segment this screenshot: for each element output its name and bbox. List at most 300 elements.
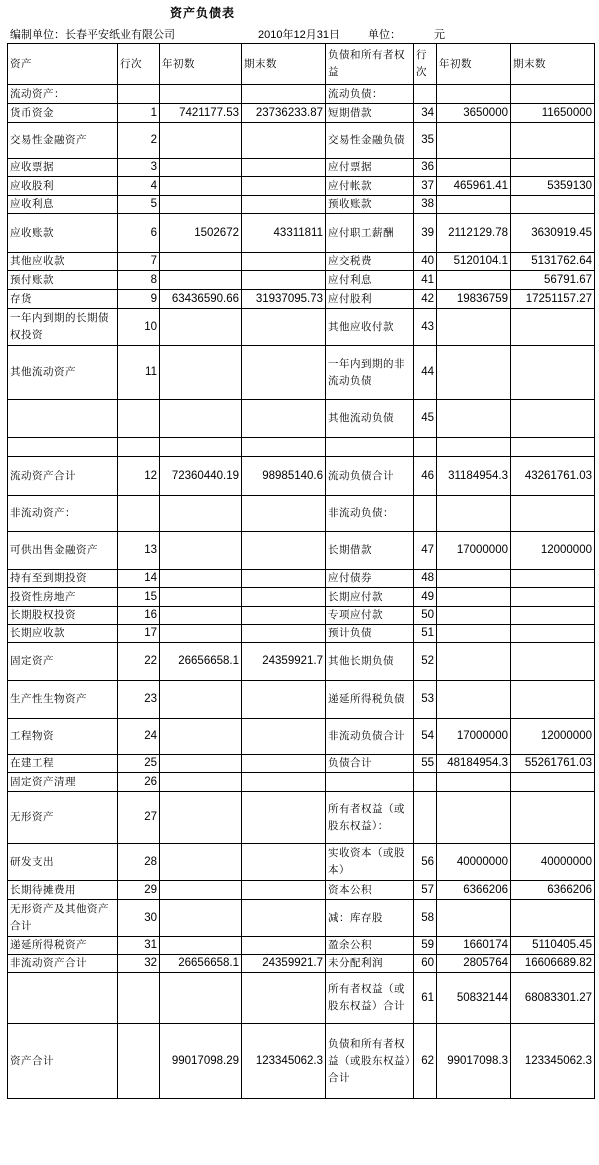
liability-begin-cell: 50832144: [437, 973, 511, 1024]
liability-name-cell: [326, 773, 414, 792]
asset-begin-cell: [160, 900, 242, 937]
asset-end-cell: [242, 253, 326, 271]
liability-begin-cell: 2112129.78: [437, 214, 511, 253]
liability-name-cell: 预计负债: [326, 625, 414, 643]
liability-name-cell: 负债和所有者权益（或股东权益）合计: [326, 1024, 414, 1099]
liability-end-cell: 5359130: [511, 177, 595, 196]
asset-end-cell: [242, 625, 326, 643]
liability-end-cell: [511, 196, 595, 214]
col-header-end: 期末数: [242, 44, 326, 85]
liability-seq-cell: 39: [414, 214, 437, 253]
table-row: [8, 532, 595, 570]
table-row: [8, 253, 595, 271]
asset-name-cell: 流动资产：: [8, 85, 118, 104]
asset-name-cell: 存货: [8, 290, 118, 309]
liability-seq-cell: 48: [414, 570, 437, 588]
liability-end-cell: [511, 625, 595, 643]
liability-seq-cell: 57: [414, 881, 437, 900]
liability-name-cell: 交易性金融负债: [326, 123, 414, 159]
liability-end-cell: [511, 496, 595, 532]
liability-name-cell: 应付票据: [326, 159, 414, 177]
currency-label: 单位：: [368, 28, 401, 41]
asset-seq-cell: 28: [118, 844, 160, 881]
asset-begin-cell: 63436590.66: [160, 290, 242, 309]
asset-end-cell: 23736233.87: [242, 104, 326, 123]
asset-name-cell: 投资性房地产: [8, 588, 118, 607]
table-row: [8, 681, 595, 719]
liability-begin-cell: [437, 588, 511, 607]
liability-name-cell: 预收账款: [326, 196, 414, 214]
asset-end-cell: [242, 85, 326, 104]
currency-value: 元: [434, 28, 445, 41]
asset-end-cell: [242, 159, 326, 177]
liability-name-cell: 长期借款: [326, 532, 414, 570]
liability-name-cell: 一年内到期的非流动负债: [326, 346, 414, 400]
liability-begin-cell: [437, 900, 511, 937]
table-row: [8, 177, 595, 196]
liability-end-cell: [511, 588, 595, 607]
liability-end-cell: [511, 681, 595, 719]
asset-begin-cell: [160, 681, 242, 719]
asset-begin-cell: [160, 496, 242, 532]
table-row: [8, 625, 595, 643]
liability-end-cell: 17251157.27: [511, 290, 595, 309]
liability-name-cell: 非流动负债：: [326, 496, 414, 532]
asset-begin-cell: [160, 755, 242, 773]
asset-end-cell: [242, 532, 326, 570]
asset-name-cell: 固定资产: [8, 643, 118, 681]
liability-end-cell: 5131762.64: [511, 253, 595, 271]
liability-seq-cell: 58: [414, 900, 437, 937]
asset-end-cell: [242, 271, 326, 290]
liability-begin-cell: [437, 570, 511, 588]
asset-name-cell: 长期股权投资: [8, 607, 118, 625]
liability-begin-cell: [437, 309, 511, 346]
asset-end-cell: [242, 588, 326, 607]
asset-begin-cell: [160, 85, 242, 104]
reporting-entity: 编制单位：长春平安纸业有限公司: [10, 28, 175, 41]
asset-name-cell: 非流动资产合计: [8, 955, 118, 973]
asset-begin-cell: 99017098.29: [160, 1024, 242, 1099]
asset-name-cell: 其他流动资产: [8, 346, 118, 400]
liability-name-cell: 减：库存股: [326, 900, 414, 937]
asset-end-cell: [242, 570, 326, 588]
liability-begin-cell: 6366206: [437, 881, 511, 900]
table-row: [8, 607, 595, 625]
asset-end-cell: 24359921.7: [242, 643, 326, 681]
liability-seq-cell: 44: [414, 346, 437, 400]
asset-name-cell: [8, 400, 118, 438]
liability-begin-cell: 1660174: [437, 937, 511, 955]
liability-end-cell: [511, 792, 595, 844]
liability-seq-cell: 60: [414, 955, 437, 973]
document-title: 资产负债表: [170, 6, 236, 20]
asset-name-cell: 递延所得税资产: [8, 937, 118, 955]
liability-seq-cell: 35: [414, 123, 437, 159]
col-header-begin2: 年初数: [437, 44, 511, 85]
asset-seq-cell: 4: [118, 177, 160, 196]
liability-end-cell: 11650000: [511, 104, 595, 123]
asset-seq-cell: 32: [118, 955, 160, 973]
liability-seq-cell: 47: [414, 532, 437, 570]
asset-name-cell: [8, 973, 118, 1024]
liability-name-cell: 其他应收付款: [326, 309, 414, 346]
table-row: [8, 881, 595, 900]
asset-end-cell: [242, 607, 326, 625]
liability-end-cell: [511, 773, 595, 792]
liability-seq-cell: 51: [414, 625, 437, 643]
liability-end-cell: 12000000: [511, 719, 595, 755]
table-row: [8, 309, 595, 346]
table-row: [8, 496, 595, 532]
table-row: [8, 588, 595, 607]
asset-end-cell: [242, 309, 326, 346]
asset-seq-cell: 26: [118, 773, 160, 792]
asset-begin-cell: [160, 937, 242, 955]
asset-seq-cell: 3: [118, 159, 160, 177]
asset-name-cell: 工程物资: [8, 719, 118, 755]
liability-end-cell: 43261761.03: [511, 457, 595, 496]
liability-begin-cell: [437, 400, 511, 438]
table-row: [8, 792, 595, 844]
liability-end-cell: 40000000: [511, 844, 595, 881]
liability-begin-cell: 3650000: [437, 104, 511, 123]
liability-end-cell: [511, 900, 595, 937]
asset-seq-cell: 30: [118, 900, 160, 937]
asset-end-cell: [242, 177, 326, 196]
liability-name-cell: 应付债券: [326, 570, 414, 588]
asset-name-cell: 资产合计: [8, 1024, 118, 1099]
liability-begin-cell: 31184954.3: [437, 457, 511, 496]
liability-name-cell: 递延所得税负债: [326, 681, 414, 719]
asset-name-cell: 研发支出: [8, 844, 118, 881]
liability-end-cell: [511, 309, 595, 346]
asset-seq-cell: [118, 400, 160, 438]
liability-begin-cell: 5120104.1: [437, 253, 511, 271]
liability-begin-cell: 2805764: [437, 955, 511, 973]
liability-seq-cell: 61: [414, 973, 437, 1024]
asset-name-cell: [8, 438, 118, 457]
liability-name-cell: 其他流动负债: [326, 400, 414, 438]
asset-seq-cell: 29: [118, 881, 160, 900]
asset-end-cell: [242, 773, 326, 792]
liability-begin-cell: 17000000: [437, 532, 511, 570]
asset-seq-cell: [118, 438, 160, 457]
asset-seq-cell: 31: [118, 937, 160, 955]
asset-begin-cell: [160, 881, 242, 900]
liability-end-cell: [511, 570, 595, 588]
asset-seq-cell: 27: [118, 792, 160, 844]
asset-begin-cell: [160, 177, 242, 196]
liability-seq-cell: 55: [414, 755, 437, 773]
liability-begin-cell: [437, 625, 511, 643]
liability-name-cell: 其他长期负债: [326, 643, 414, 681]
asset-seq-cell: 8: [118, 271, 160, 290]
liability-name-cell: [326, 438, 414, 457]
asset-name-cell: 预付账款: [8, 271, 118, 290]
liability-seq-cell: 42: [414, 290, 437, 309]
col-header-end2: 期末数: [511, 44, 595, 85]
asset-begin-cell: [160, 625, 242, 643]
liability-seq-cell: 46: [414, 457, 437, 496]
table-row: [8, 271, 595, 290]
col-header-asset: 资产: [8, 44, 118, 85]
asset-seq-cell: 9: [118, 290, 160, 309]
asset-name-cell: 生产性生物资产: [8, 681, 118, 719]
asset-seq-cell: 5: [118, 196, 160, 214]
col-header-begin: 年初数: [160, 44, 242, 85]
asset-begin-cell: [160, 973, 242, 1024]
liability-end-cell: 56791.67: [511, 271, 595, 290]
liability-seq-cell: 53: [414, 681, 437, 719]
asset-end-cell: 123345062.3: [242, 1024, 326, 1099]
asset-name-cell: 流动资产合计: [8, 457, 118, 496]
table-row: [8, 570, 595, 588]
liability-name-cell: 应付职工薪酬: [326, 214, 414, 253]
liability-begin-cell: [437, 643, 511, 681]
liability-end-cell: [511, 607, 595, 625]
liability-seq-cell: 52: [414, 643, 437, 681]
report-date: 2010年12月31日: [258, 29, 340, 41]
liability-seq-cell: 45: [414, 400, 437, 438]
col-header-seq: 行次: [118, 44, 160, 85]
asset-begin-cell: [160, 607, 242, 625]
asset-name-cell: 其他应收款: [8, 253, 118, 271]
table-row: [8, 719, 595, 755]
liability-end-cell: 6366206: [511, 881, 595, 900]
liability-name-cell: 流动负债：: [326, 85, 414, 104]
asset-seq-cell: 24: [118, 719, 160, 755]
asset-name-cell: 可供出售金融资产: [8, 532, 118, 570]
liability-seq-cell: 40: [414, 253, 437, 271]
asset-begin-cell: [160, 346, 242, 400]
asset-begin-cell: [160, 532, 242, 570]
liability-name-cell: 所有者权益（或股东权益）：: [326, 792, 414, 844]
asset-end-cell: [242, 881, 326, 900]
liability-seq-cell: 62: [414, 1024, 437, 1099]
asset-name-cell: 应收票据: [8, 159, 118, 177]
asset-end-cell: [242, 681, 326, 719]
table-row: [8, 844, 595, 881]
table-row: [8, 214, 595, 253]
liability-begin-cell: [437, 159, 511, 177]
liability-begin-cell: 99017098.3: [437, 1024, 511, 1099]
liability-begin-cell: [437, 85, 511, 104]
asset-seq-cell: 23: [118, 681, 160, 719]
asset-end-cell: 43311811: [242, 214, 326, 253]
asset-seq-cell: [118, 1024, 160, 1099]
liability-seq-cell: [414, 438, 437, 457]
asset-name-cell: 无形资产及其他资产合计: [8, 900, 118, 937]
header-row: [8, 44, 595, 85]
balance-sheet-table: [7, 43, 595, 1099]
liability-seq-cell: 59: [414, 937, 437, 955]
asset-name-cell: 应收利息: [8, 196, 118, 214]
liability-begin-cell: 19836759: [437, 290, 511, 309]
liability-end-cell: [511, 400, 595, 438]
asset-end-cell: [242, 900, 326, 937]
liability-end-cell: 55261761.03: [511, 755, 595, 773]
asset-begin-cell: 72360440.19: [160, 457, 242, 496]
liability-seq-cell: 38: [414, 196, 437, 214]
liability-seq-cell: 34: [414, 104, 437, 123]
asset-begin-cell: [160, 792, 242, 844]
col-header-seq2: 行次: [414, 44, 437, 85]
liability-name-cell: 非流动负债合计: [326, 719, 414, 755]
table-row: [8, 85, 595, 104]
table-row: [8, 755, 595, 773]
table-row: [8, 123, 595, 159]
asset-name-cell: 一年内到期的长期债权投资: [8, 309, 118, 346]
liability-name-cell: 应付股利: [326, 290, 414, 309]
liability-name-cell: 盈余公积: [326, 937, 414, 955]
liability-seq-cell: [414, 773, 437, 792]
asset-seq-cell: [118, 496, 160, 532]
liability-name-cell: 负债合计: [326, 755, 414, 773]
liability-end-cell: [511, 123, 595, 159]
asset-end-cell: 24359921.7: [242, 955, 326, 973]
liability-begin-cell: [437, 607, 511, 625]
liability-seq-cell: 56: [414, 844, 437, 881]
asset-seq-cell: 2: [118, 123, 160, 159]
asset-seq-cell: 13: [118, 532, 160, 570]
asset-end-cell: [242, 196, 326, 214]
liability-begin-cell: [437, 271, 511, 290]
table-row: [8, 457, 595, 496]
asset-begin-cell: [160, 438, 242, 457]
liability-end-cell: [511, 85, 595, 104]
liability-seq-cell: 36: [414, 159, 437, 177]
table-row: [8, 955, 595, 973]
asset-seq-cell: [118, 85, 160, 104]
table-row: [8, 900, 595, 937]
asset-begin-cell: 1502672: [160, 214, 242, 253]
col-header-liab: 负债和所有者权益: [326, 44, 414, 85]
asset-name-cell: 应收账款: [8, 214, 118, 253]
asset-end-cell: [242, 346, 326, 400]
liability-seq-cell: [414, 85, 437, 104]
liability-name-cell: 应付利息: [326, 271, 414, 290]
liability-begin-cell: 17000000: [437, 719, 511, 755]
asset-begin-cell: 26656658.1: [160, 643, 242, 681]
liability-end-cell: [511, 159, 595, 177]
asset-name-cell: 交易性金融资产: [8, 123, 118, 159]
asset-end-cell: [242, 937, 326, 955]
liability-name-cell: 应付帐款: [326, 177, 414, 196]
asset-end-cell: [242, 844, 326, 881]
asset-end-cell: 98985140.6: [242, 457, 326, 496]
asset-end-cell: [242, 438, 326, 457]
table-row: [8, 104, 595, 123]
asset-begin-cell: [160, 719, 242, 755]
asset-seq-cell: 15: [118, 588, 160, 607]
liability-begin-cell: 48184954.3: [437, 755, 511, 773]
asset-seq-cell: 25: [118, 755, 160, 773]
asset-begin-cell: [160, 570, 242, 588]
asset-name-cell: 非流动资产：: [8, 496, 118, 532]
liability-end-cell: 68083301.27: [511, 973, 595, 1024]
liability-end-cell: 16606689.82: [511, 955, 595, 973]
asset-end-cell: [242, 755, 326, 773]
liability-name-cell: 应交税费: [326, 253, 414, 271]
asset-begin-cell: [160, 196, 242, 214]
liability-begin-cell: 465961.41: [437, 177, 511, 196]
asset-seq-cell: 1: [118, 104, 160, 123]
liability-seq-cell: 41: [414, 271, 437, 290]
asset-begin-cell: [160, 253, 242, 271]
liability-end-cell: 12000000: [511, 532, 595, 570]
table-row: [8, 937, 595, 955]
asset-name-cell: 在建工程: [8, 755, 118, 773]
liability-seq-cell: 50: [414, 607, 437, 625]
liability-name-cell: 专项应付款: [326, 607, 414, 625]
table-row: [8, 438, 595, 457]
asset-end-cell: [242, 973, 326, 1024]
asset-name-cell: 货币资金: [8, 104, 118, 123]
liability-name-cell: 实收资本（或股本）: [326, 844, 414, 881]
asset-seq-cell: 16: [118, 607, 160, 625]
asset-begin-cell: [160, 271, 242, 290]
asset-begin-cell: [160, 123, 242, 159]
table-row: [8, 773, 595, 792]
asset-seq-cell: 14: [118, 570, 160, 588]
asset-seq-cell: 7: [118, 253, 160, 271]
liability-end-cell: 5110405.45: [511, 937, 595, 955]
liability-seq-cell: [414, 792, 437, 844]
liability-begin-cell: [437, 438, 511, 457]
asset-name-cell: 应收股利: [8, 177, 118, 196]
liability-name-cell: 短期借款: [326, 104, 414, 123]
liability-seq-cell: 43: [414, 309, 437, 346]
liability-end-cell: 123345062.3: [511, 1024, 595, 1099]
liability-begin-cell: [437, 196, 511, 214]
asset-begin-cell: [160, 588, 242, 607]
liability-begin-cell: [437, 346, 511, 400]
table-row: [8, 400, 595, 438]
asset-name-cell: 固定资产清理: [8, 773, 118, 792]
asset-name-cell: 长期待摊费用: [8, 881, 118, 900]
asset-begin-cell: [160, 773, 242, 792]
liability-begin-cell: [437, 681, 511, 719]
liability-seq-cell: 37: [414, 177, 437, 196]
asset-seq-cell: 22: [118, 643, 160, 681]
liability-end-cell: [511, 438, 595, 457]
asset-begin-cell: [160, 400, 242, 438]
table-row: [8, 973, 595, 1024]
asset-begin-cell: 26656658.1: [160, 955, 242, 973]
asset-seq-cell: [118, 973, 160, 1024]
table-row: [8, 159, 595, 177]
table-row: [8, 1024, 595, 1099]
liability-name-cell: 流动负债合计: [326, 457, 414, 496]
liability-begin-cell: [437, 496, 511, 532]
liability-begin-cell: 40000000: [437, 844, 511, 881]
liability-begin-cell: [437, 123, 511, 159]
asset-end-cell: [242, 123, 326, 159]
liability-end-cell: [511, 346, 595, 400]
asset-seq-cell: 11: [118, 346, 160, 400]
asset-name-cell: 持有至到期投资: [8, 570, 118, 588]
asset-begin-cell: 7421177.53: [160, 104, 242, 123]
asset-seq-cell: 6: [118, 214, 160, 253]
liability-begin-cell: [437, 792, 511, 844]
asset-seq-cell: 10: [118, 309, 160, 346]
asset-end-cell: [242, 792, 326, 844]
liability-seq-cell: 49: [414, 588, 437, 607]
asset-end-cell: 31937095.73: [242, 290, 326, 309]
table-row: [8, 346, 595, 400]
asset-seq-cell: 12: [118, 457, 160, 496]
